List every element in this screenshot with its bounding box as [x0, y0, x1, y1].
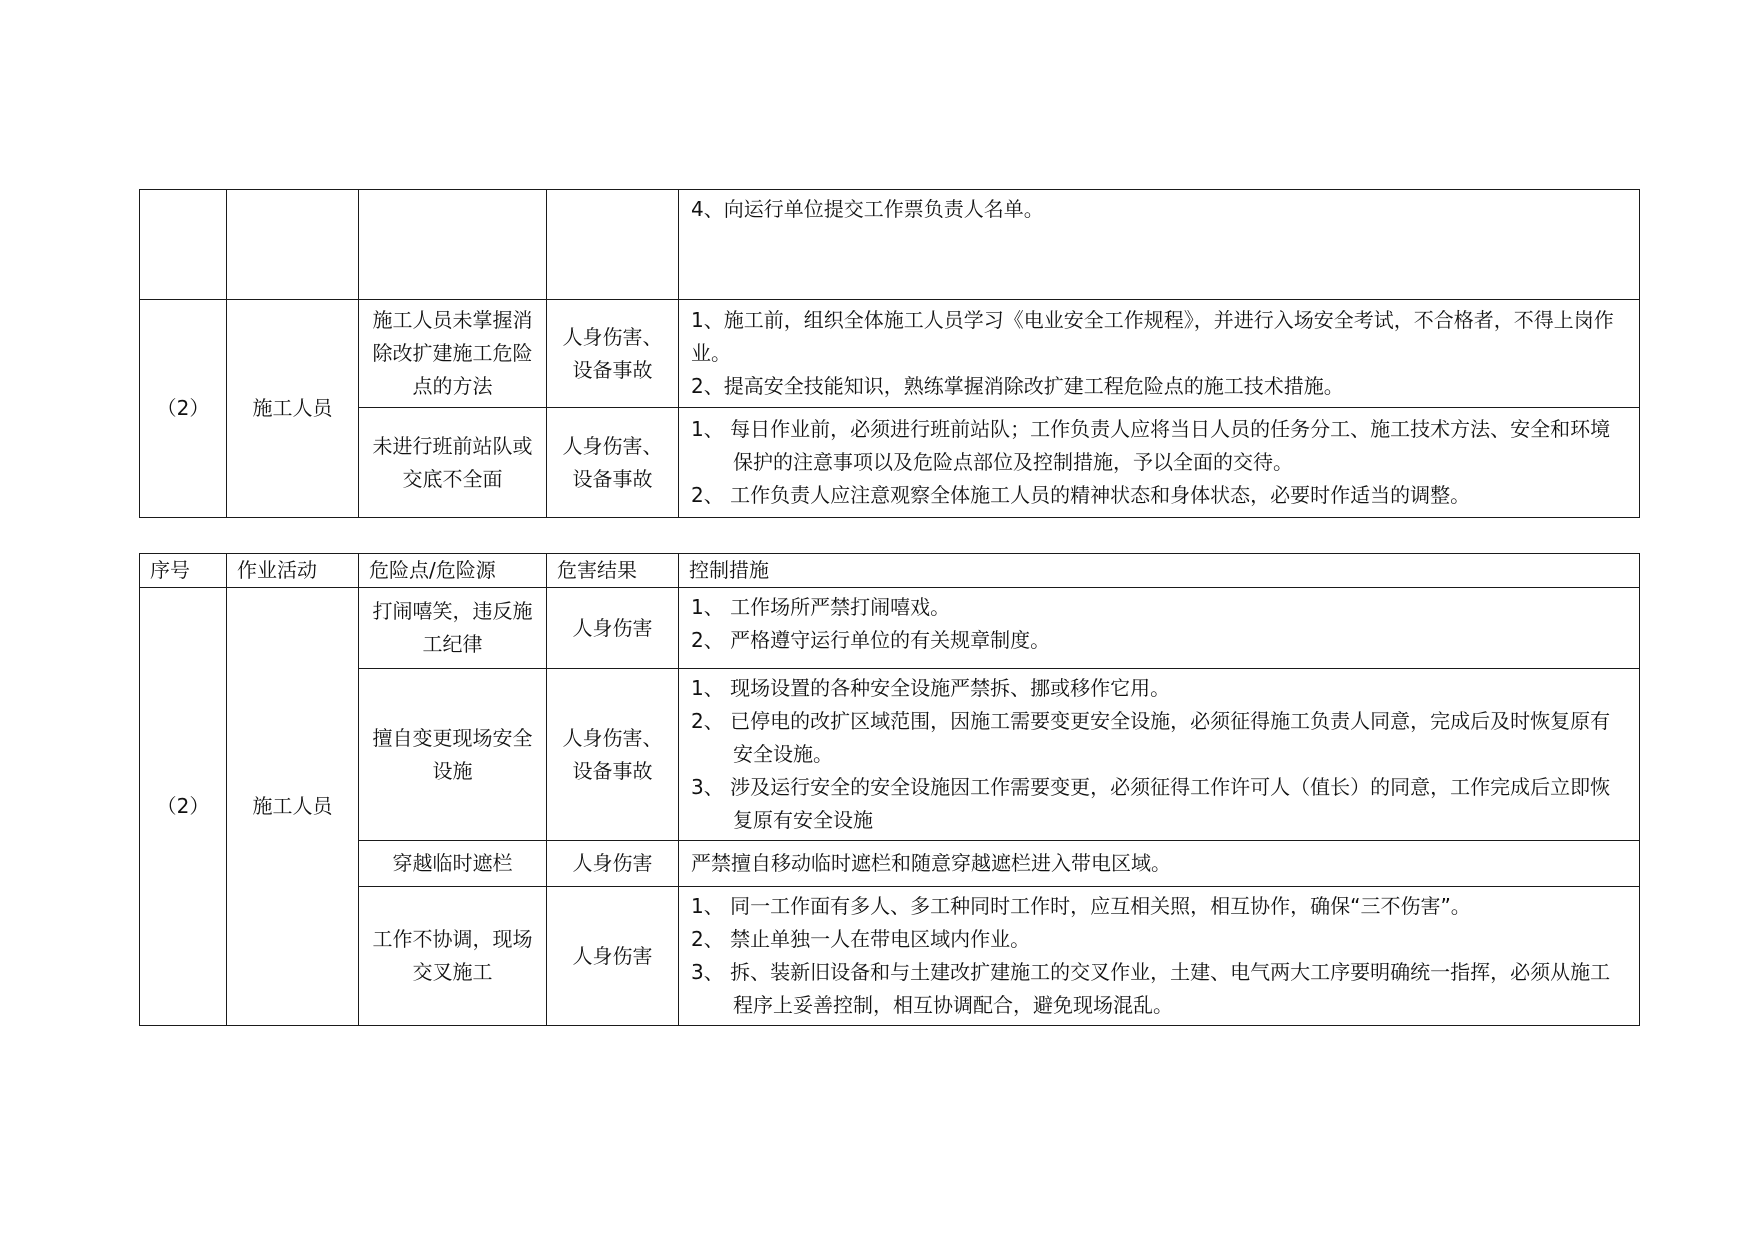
measure-item: 2、 禁止单独一人在带电区域内作业。 — [691, 927, 1031, 951]
table-row — [140, 300, 1640, 408]
measures-cell — [679, 300, 1640, 408]
result-cell: 人身伤害、设备事故 — [547, 300, 679, 408]
measure-item: 1、 工作场所严禁打闹嘻戏。 — [691, 595, 951, 619]
measures-cell — [679, 669, 1640, 841]
measure-item: 2、 工作负责人应注意观察全体施工人员的精神状态和身体状态，必要时作适当的调整。 — [691, 483, 1471, 507]
table-row — [140, 190, 1640, 300]
header-activity: 作业活动 — [227, 554, 359, 588]
activity-cell: 施工人员 — [227, 300, 359, 518]
seq-cell — [140, 190, 227, 300]
table-row — [140, 588, 1640, 669]
hazard-cell: 穿越临时遮栏 — [359, 841, 547, 887]
measure-item: 1、 每日作业前，必须进行班前站队；工作负责人应将当日人员的任务分工、施工技术方法、安全和环境保护的注意事项以及危险点部位及控制措施，予以全面的交待。 — [691, 417, 1611, 474]
measure-item: 严禁擅自移动临时遮栏和随意穿越遮栏进入带电区域。 — [691, 851, 1171, 875]
hazard-cell: 施工人员未掌握消除改扩建施工危险点的方法 — [359, 300, 547, 408]
table-row — [140, 841, 1640, 887]
measure-item: 1、 现场设置的各种安全设施严禁拆、挪或移作它用。 — [691, 676, 1171, 700]
hazard-table — [139, 553, 1640, 1026]
measure-item: 2、 已停电的改扩区域范围，因施工需要变更安全设施，必须征得施工负责人同意，完成后及时恢复原有安全设施。 — [691, 709, 1611, 766]
measure-item: 2、提高安全技能知识，熟练掌握消除改扩建工程危险点的施工技术措施。 — [691, 374, 1344, 398]
result-cell: 人身伤害、设备事故 — [547, 408, 679, 518]
result-cell — [547, 190, 679, 300]
hazard-cell: 打闹嘻笑，违反施工纪律 — [359, 588, 547, 669]
result-cell: 人身伤害、设备事故 — [547, 669, 679, 841]
table-row — [140, 408, 1640, 518]
measure-item: 4、向运行单位提交工作票负责人名单。 — [691, 197, 1044, 221]
table-row — [140, 887, 1640, 1026]
hazard-table-continued — [139, 189, 1640, 518]
activity-cell — [227, 190, 359, 300]
result-cell: 人身伤害 — [547, 588, 679, 669]
hazard-cell: 工作不协调，现场交叉施工 — [359, 887, 547, 1026]
seq-cell: （2） — [140, 300, 227, 518]
table-row — [140, 669, 1640, 841]
header-hazard: 危险点/危险源 — [359, 554, 547, 588]
measures-cell — [679, 588, 1640, 669]
measures-cell — [679, 190, 1640, 300]
hazard-cell: 擅自变更现场安全设施 — [359, 669, 547, 841]
measure-item: 3、 拆、装新旧设备和与土建改扩建施工的交叉作业，土建、电气两大工序要明确统一指挥，必须从施工程序上妥善控制，相互协调配合，避免现场混乱。 — [691, 960, 1611, 1017]
measure-item: 3、 涉及运行安全的安全设施因工作需要变更，必须征得工作许可人（值长）的同意，工作完成后立即恢复原有安全设施 — [691, 775, 1611, 832]
measures-cell — [679, 408, 1640, 518]
measure-item: 1、 同一工作面有多人、多工种同时工作时，应互相关照，相互协作，确保“三不伤害”。 — [691, 894, 1471, 918]
measures-cell — [679, 887, 1640, 1026]
hazard-cell — [359, 190, 547, 300]
hazard-cell: 未进行班前站队或交底不全面 — [359, 408, 547, 518]
activity-cell: 施工人员 — [227, 588, 359, 1026]
measures-cell — [679, 841, 1640, 887]
result-cell: 人身伤害 — [547, 841, 679, 887]
header-seq: 序号 — [140, 554, 227, 588]
measure-item: 2、 严格遵守运行单位的有关规章制度。 — [691, 628, 1051, 652]
measure-item: 1、施工前，组织全体施工人员学习《电业安全工作规程》，并进行入场安全考试，不合格者，不得上岗作业。 — [691, 308, 1614, 365]
seq-cell: （2） — [140, 588, 227, 1026]
result-cell: 人身伤害 — [547, 887, 679, 1026]
table-header-row — [140, 554, 1640, 588]
header-result: 危害结果 — [547, 554, 679, 588]
header-measures: 控制措施 — [679, 554, 1640, 588]
